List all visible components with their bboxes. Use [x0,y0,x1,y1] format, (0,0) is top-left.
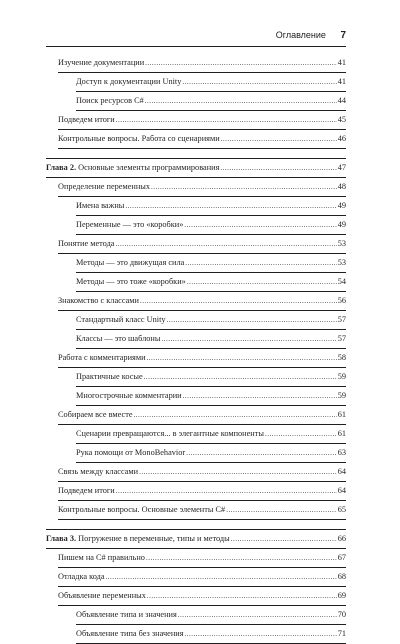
toc-entry-row[interactable] [58,111,346,130]
toc-entry-row[interactable] [76,425,346,444]
toc-page-number: 57 [337,334,346,343]
toc-page-number: 70 [337,610,346,619]
toc-page-number: 53 [337,258,346,267]
toc-dot-leader [139,467,337,477]
toc-page-number: 61 [337,429,346,438]
toc-entry-title: Изучение документации [58,58,145,67]
toc-entry-title: Стандартный класс Unity [76,315,166,324]
toc-page-number: 54 [337,277,346,286]
toc-page-number: 56 [337,296,346,305]
toc-chapter-row[interactable] [46,158,346,178]
toc-dot-leader [226,505,337,515]
toc-entry-row[interactable] [76,311,346,330]
toc-entry-title: Поиск ресурсов C# [76,96,144,105]
toc-entry-row[interactable] [58,482,346,501]
toc-dot-leader [182,77,336,87]
toc-dot-leader [140,296,337,306]
toc-page-number: 41 [337,58,346,67]
toc-entry-row[interactable] [58,587,346,606]
toc-chapter-label: Глава 3. [46,534,77,543]
toc-dot-leader [106,572,337,582]
toc-entry-row[interactable] [58,501,346,520]
toc-page-number: 67 [337,553,346,562]
toc-page-number: 68 [337,572,346,581]
toc-entry-title: Контрольные вопросы. Основные элементы C# [58,505,226,514]
toc-dot-leader [116,486,337,496]
toc-dot-leader [125,201,336,211]
toc-page-number: 46 [337,134,346,143]
toc-entry-title: Подведем итоги [58,486,115,495]
toc-dot-leader [145,58,337,68]
toc-entry-title: Многострочные комментарии [76,391,182,400]
toc-dot-leader [185,629,337,639]
toc-entry-title: Методы — это тоже «коробки» [76,277,186,286]
toc-dot-leader [116,115,337,125]
toc-page-number: 49 [337,201,346,210]
toc-entry-row[interactable] [58,463,346,482]
toc-entry-title: Классы — это шаблоны [76,334,161,343]
toc-page-number: 41 [337,77,346,86]
toc-page-number: 61 [337,410,346,419]
toc-page-number: 63 [337,448,346,457]
toc-entry-title: Связь между классами [58,467,139,476]
toc-page-number: 48 [337,182,346,191]
toc-entry-title: Имена важны [76,201,125,210]
toc-entry-row[interactable] [76,625,346,644]
toc-gap [46,520,346,529]
toc-dot-leader [183,391,337,401]
toc-chapter-row[interactable] [46,529,346,549]
toc-entry-row[interactable] [76,330,346,349]
toc-chapter-label: Глава 2. [46,163,77,172]
toc-dot-leader [184,220,336,230]
toc-page-number: 64 [337,467,346,476]
toc-page-number: 64 [337,486,346,495]
toc-entry-title: Определение переменных [58,182,151,191]
header-section-title: Оглавление [275,30,326,40]
toc-dot-leader [145,96,337,106]
toc-entry-title: Объявление переменных [58,591,146,600]
toc-entry-title: Знакомство с классами [58,296,139,305]
toc-entry-title: Рука помощи от MonoBehavior [76,448,186,457]
toc-page-number: 49 [337,220,346,229]
toc-dot-leader [147,353,337,363]
table-of-contents [46,54,346,644]
toc-page-number: 65 [337,505,346,514]
toc-entry-title: Объявление типа и значения [76,610,177,619]
toc-entry-row[interactable] [58,292,346,311]
toc-page-number: 47 [337,163,346,172]
toc-dot-leader [167,315,337,325]
toc-entry-row[interactable] [76,254,346,273]
toc-page-number: 69 [337,591,346,600]
toc-entry-row[interactable] [76,273,346,292]
toc-entry-row[interactable] [58,406,346,425]
toc-dot-leader [265,429,337,439]
toc-dot-leader [151,182,337,192]
toc-entry-title: Работа с комментариями [58,353,146,362]
toc-dot-leader [147,591,337,601]
toc-entry-row[interactable] [58,549,346,568]
toc-dot-leader [161,334,336,344]
toc-entry-title: Методы — это движущая сила [76,258,185,267]
toc-page-number: 44 [337,96,346,105]
toc-dot-leader [231,534,337,544]
toc-page-number: 53 [337,239,346,248]
toc-entry-row[interactable] [76,368,346,387]
toc-entry-title: Доступ к документации Unity [76,77,182,86]
toc-entry-row[interactable] [58,178,346,197]
toc-entry-title: Отладка кода [58,572,105,581]
toc-entry-title: Понятие метода [58,239,115,248]
toc-chapter-title: Погружение в переменные, типы и методы [78,534,230,543]
toc-page-number: 59 [337,372,346,381]
toc-dot-leader [144,372,337,382]
toc-page-number: 57 [337,315,346,324]
toc-entry-row[interactable] [76,444,346,463]
toc-entry-title: Объявление типа без значения [76,629,184,638]
toc-dot-leader [220,163,336,173]
toc-entry-row[interactable] [76,216,346,235]
toc-page-number: 59 [337,391,346,400]
toc-entry-row[interactable] [76,73,346,92]
toc-entry-row[interactable] [76,606,346,625]
toc-page-number: 58 [337,353,346,362]
toc-entry-title: Практичные косые [76,372,143,381]
toc-entry-title: Контрольные вопросы. Работа со сценариями [58,134,220,143]
toc-entry-row[interactable] [76,387,346,406]
header-rule [46,46,346,47]
toc-entry-row[interactable] [58,568,346,587]
toc-dot-leader [115,239,336,249]
toc-entry-title: Подведем итоги [58,115,115,124]
toc-entry-title: Переменные — это «коробки» [76,220,184,229]
toc-dot-leader [134,410,337,420]
toc-entry-row[interactable] [58,54,346,73]
toc-dot-leader [146,553,337,563]
toc-page-number: 66 [337,534,346,543]
header-page-number: 7 [340,30,346,41]
toc-gap [46,149,346,158]
toc-page-number: 45 [337,115,346,124]
toc-dot-leader [186,448,337,458]
toc-entry-row[interactable] [58,130,346,149]
toc-entry-row[interactable] [58,235,346,254]
toc-dot-leader [221,134,337,144]
toc-entry-row[interactable] [76,92,346,111]
toc-entry-title: Пишем на C# правильно [58,553,145,562]
toc-page-number: 71 [337,629,346,638]
toc-entry-row[interactable] [76,197,346,216]
toc-entry-title: Собираем все вместе [58,410,133,419]
toc-entry-row[interactable] [58,349,346,368]
toc-dot-leader [185,258,336,268]
toc-chapter-title: Основные элементы программирования [78,163,220,172]
running-header [46,30,346,41]
toc-dot-leader [178,610,337,620]
toc-entry-title: Сценарии превращаются... в элегантные компоненты [76,429,264,438]
toc-entry-title [46,534,230,544]
toc-dot-leader [187,277,337,287]
toc-entry-title [46,163,219,173]
